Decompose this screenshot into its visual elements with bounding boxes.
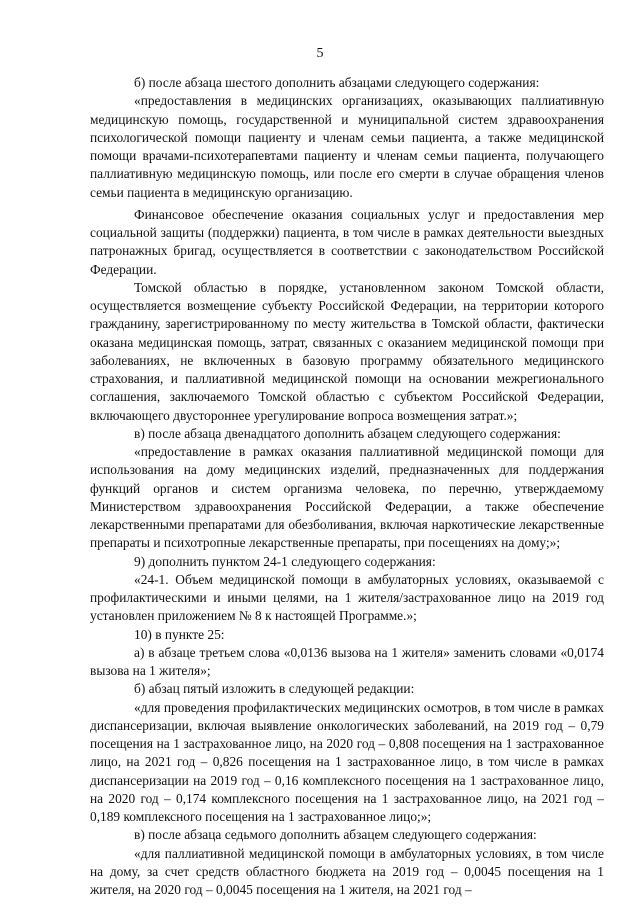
paragraph: б) после абзаца шестого дополнить абзацами следующего содержания: [134, 75, 540, 90]
paragraph: Томской областью в порядке, установленном законом Томской области, осуществляется возмещение субъекту Российской Федерации, на территории которого гражданину, зарегистрированному по месту жительства в Томской области, фактически оказана медицинская помощь, затрат, связанных с оказанием медицинской помощи при заболеваниях, не включенных в базовую программу обязательного медицинского страхования, и паллиативной медицинской помощи на основании межрегионального соглашения, заключаемого Томской областью с субъектом Российской Федерации, включающего двустороннее урегулирование вопроса возмещения затрат.»; [90, 279, 604, 423]
paragraph: «предоставление в рамках оказания паллиативной медицинской помощи для использования на дому медицинских изделий, предназначенных для поддержания функций органов и систем организма человека, по перечню, утверждаемому Министерством здравоохранения Российской Федерации, а также обеспечение лекарственными препаратами для обезболивания, включая наркотические лекарственные препараты и психотропные лекарственные препараты, при посещениях на дому;»; [90, 444, 604, 551]
paragraph: «для проведения профилактических медицинских осмотров, в том числе в рамках диспансеризации, включая выявление онкологических заболеваний, на 2019 год – 0,79 посещения на 1 застрахованное лицо, на 2020 год – 0,808 посещения на 1 застрахованное лицо, на 2021 год – 0,826 посещения на 1 застрахованное лицо, в том числе в рамках диспансеризации на 2019 год – 0,16 комплексного посещения на 1 застрахованное лицо, на 2020 год – 0,174 комплексного посещения на 1 застрахованное лицо, на 2021 год – 0,189 комплексного посещения на 1 застрахованное лицо;»; [90, 699, 604, 824]
paragraph: в) после абзаца седьмого дополнить абзацем следующего содержания: [134, 827, 537, 843]
paragraph: 9) дополнить пунктом 24-1 следующего содержания: [134, 553, 436, 569]
paragraph: а) в абзаце третьем слова «0,0136 вызова на 1 жителя» заменить словами «0,0174 вызова на 1 жителя»; [90, 644, 604, 678]
paragraph: в) после абзаца двенадцатого дополнить абзацем следующего содержания: [134, 425, 561, 441]
paragraph: «для паллиативной медицинской помощи в амбулаторных условиях, в том числе на дому, за счет средств областного бюджета на 2019 год – 0,0045 посещения на 1 жителя, на 2020 год – 0,0045 посещения на 1 жителя, на 2021 год – [90, 845, 604, 897]
paragraph: 10) в пункте 25: [134, 626, 225, 642]
paragraph: «предоставления в медицинских организациях, оказывающих паллиативную медицинскую помощь, государственной и муниципальной систем здравоохранения психологической помощи пациенту и членам семьи пациента, а также медицинской помощи врачами-психотерапевтами пациенту и членам семьи пациента, получающего паллиативную медицинскую помощь, или после его смерти в случае обращения членов семьи пациента в медицинскую организацию. [90, 93, 604, 200]
paragraph: «24-1. Объем медицинской помощи в амбулаторных условиях, оказываемой с профилактическими и иными целями, на 1 жителя/застрахованное лицо на 2019 год установлен приложением № 8 к настоящей Программе.»; [90, 571, 604, 624]
page-number: 5 [316, 46, 324, 61]
document-body [90, 74, 604, 899]
paragraph: Финансовое обеспечение оказания социальных услуг и предоставления мер социальной защиты (поддержки) пациента, в том числе в рамках деятельности выездных патронажных бригад, осуществляется в соответствии с законодательством Российской Федерации. [90, 206, 604, 277]
paragraph: б) абзац пятый изложить в следующей редакции: [134, 681, 415, 697]
